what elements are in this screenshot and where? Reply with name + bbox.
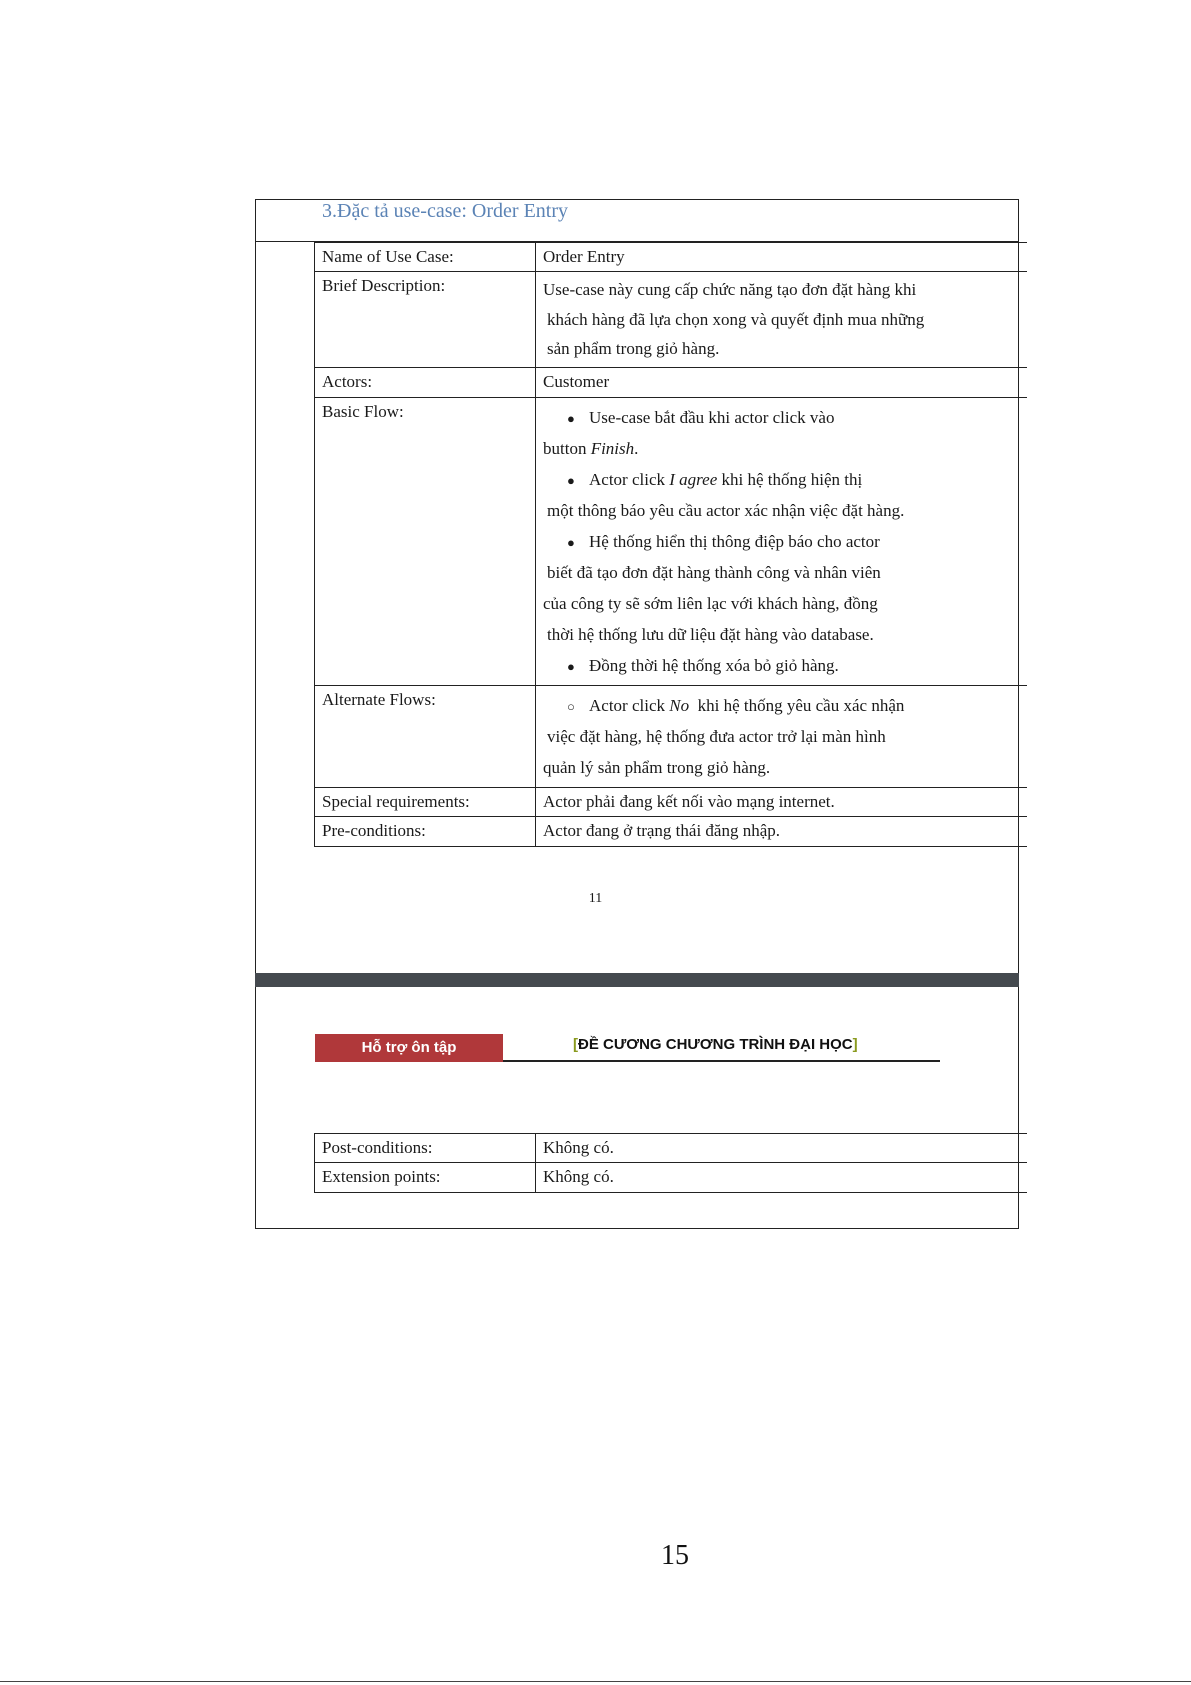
row-label: Actors: xyxy=(315,368,536,397)
section-heading: 3.Đặc tả use-case: Order Entry xyxy=(322,200,568,222)
page-number: 15 xyxy=(661,1540,689,1571)
table-row xyxy=(315,397,1027,685)
value-text: button xyxy=(543,438,591,458)
table-row xyxy=(315,787,1027,816)
bullet-icon: ● xyxy=(567,534,575,550)
bullet-item xyxy=(543,650,1020,681)
value-line: Use-case này cung cấp chức năng tạo đơn đặt hàng khi xyxy=(543,280,917,300)
table-row xyxy=(315,1163,1027,1192)
bullet-item xyxy=(543,402,1020,433)
header-title-text: ĐỀ CƯƠNG CHƯƠNG TRÌNH ĐẠI HỌC xyxy=(578,1036,853,1053)
bullet-item xyxy=(543,690,1020,721)
bracket-close: ] xyxy=(852,1036,858,1053)
value-text: Actor phải đang kết nối vào mạng internet. xyxy=(543,791,835,811)
value-line: một thông báo yêu cầu actor xác nhận việc đặt hàng. xyxy=(547,500,905,520)
bottom-divider xyxy=(0,1681,1191,1682)
table-row xyxy=(315,272,1027,368)
value-text: . xyxy=(634,438,639,458)
value-line: việc đặt hàng, hệ thống đưa actor trở lại màn hình xyxy=(547,726,886,746)
row-value: Không có. xyxy=(536,1134,1027,1163)
emphasis-text: Finish xyxy=(590,438,635,458)
bullet-icon: ● xyxy=(567,410,575,426)
value-text: Customer xyxy=(543,372,610,392)
value-line: biết đã tạo đơn đặt hàng thành công và nhân viên xyxy=(547,562,881,582)
value-text: Order Entry xyxy=(543,247,625,266)
value-text: khi hệ thống hiện thị xyxy=(717,469,863,489)
row-value xyxy=(536,685,1027,787)
row-value: Không có. xyxy=(536,1163,1027,1192)
row-value xyxy=(536,243,1027,272)
header-tag: Hỗ trợ ôn tập xyxy=(315,1034,503,1062)
value-text: khi hệ thống yêu cầu xác nhận xyxy=(689,695,905,715)
row-value xyxy=(536,272,1027,368)
value-text: Actor click xyxy=(589,695,670,715)
row-label: Special requirements: xyxy=(315,787,536,816)
row-value xyxy=(536,787,1027,816)
table-row xyxy=(315,243,1027,272)
value-line: của công ty sẽ sớm liên lạc với khách hàng, đồng xyxy=(543,593,878,613)
value-text: Use-case bắt đầu khi actor click vào xyxy=(589,407,835,427)
value-text: Actor click xyxy=(589,469,670,489)
row-value xyxy=(536,397,1027,685)
bullet-icon: ● xyxy=(567,658,575,674)
row-label: Name of Use Case: xyxy=(315,243,536,272)
use-case-table-continued xyxy=(314,1133,1027,1193)
row-value xyxy=(536,368,1027,397)
bracket-open: [ xyxy=(573,1036,578,1053)
header-title xyxy=(573,1036,858,1053)
table-row xyxy=(315,685,1027,787)
emphasis-text: No xyxy=(669,695,690,715)
value-line: khách hàng đã lựa chọn xong và quyết định mua những xyxy=(547,310,925,330)
row-label: Brief Description: xyxy=(315,272,536,368)
bullet-item xyxy=(543,464,1020,495)
row-label: Post-conditions: xyxy=(315,1134,536,1163)
circle-bullet-icon: ○ xyxy=(567,698,575,714)
row-value xyxy=(536,817,1027,846)
bullet-item xyxy=(543,526,1020,557)
value-text: Hệ thống hiển thị thông điệp báo cho actor xyxy=(589,531,880,551)
value-line: sản phẩm trong giỏ hàng. xyxy=(547,339,720,359)
row-label: Alternate Flows: xyxy=(315,685,536,787)
value-text: Đồng thời hệ thống xóa bỏ giỏ hàng. xyxy=(589,655,839,675)
bullet-icon: ● xyxy=(567,472,575,488)
page-separator-bar xyxy=(255,973,1019,987)
table-row xyxy=(315,1134,1027,1163)
table-row xyxy=(315,817,1027,846)
value-text: Actor đang ở trạng thái đăng nhập. xyxy=(543,821,781,841)
inner-page-number: 11 xyxy=(588,891,603,906)
table-row xyxy=(315,368,1027,397)
row-label: Pre-conditions: xyxy=(315,817,536,846)
emphasis-text: I agree xyxy=(669,469,718,489)
row-label: Basic Flow: xyxy=(315,397,536,685)
header-rule xyxy=(503,1060,940,1062)
value-line: thời hệ thống lưu dữ liệu đặt hàng vào database. xyxy=(547,624,874,644)
value-line xyxy=(543,433,1020,464)
row-label: Extension points: xyxy=(315,1163,536,1192)
value-line: quản lý sản phẩm trong giỏ hàng. xyxy=(543,757,771,777)
use-case-table xyxy=(314,242,1027,847)
